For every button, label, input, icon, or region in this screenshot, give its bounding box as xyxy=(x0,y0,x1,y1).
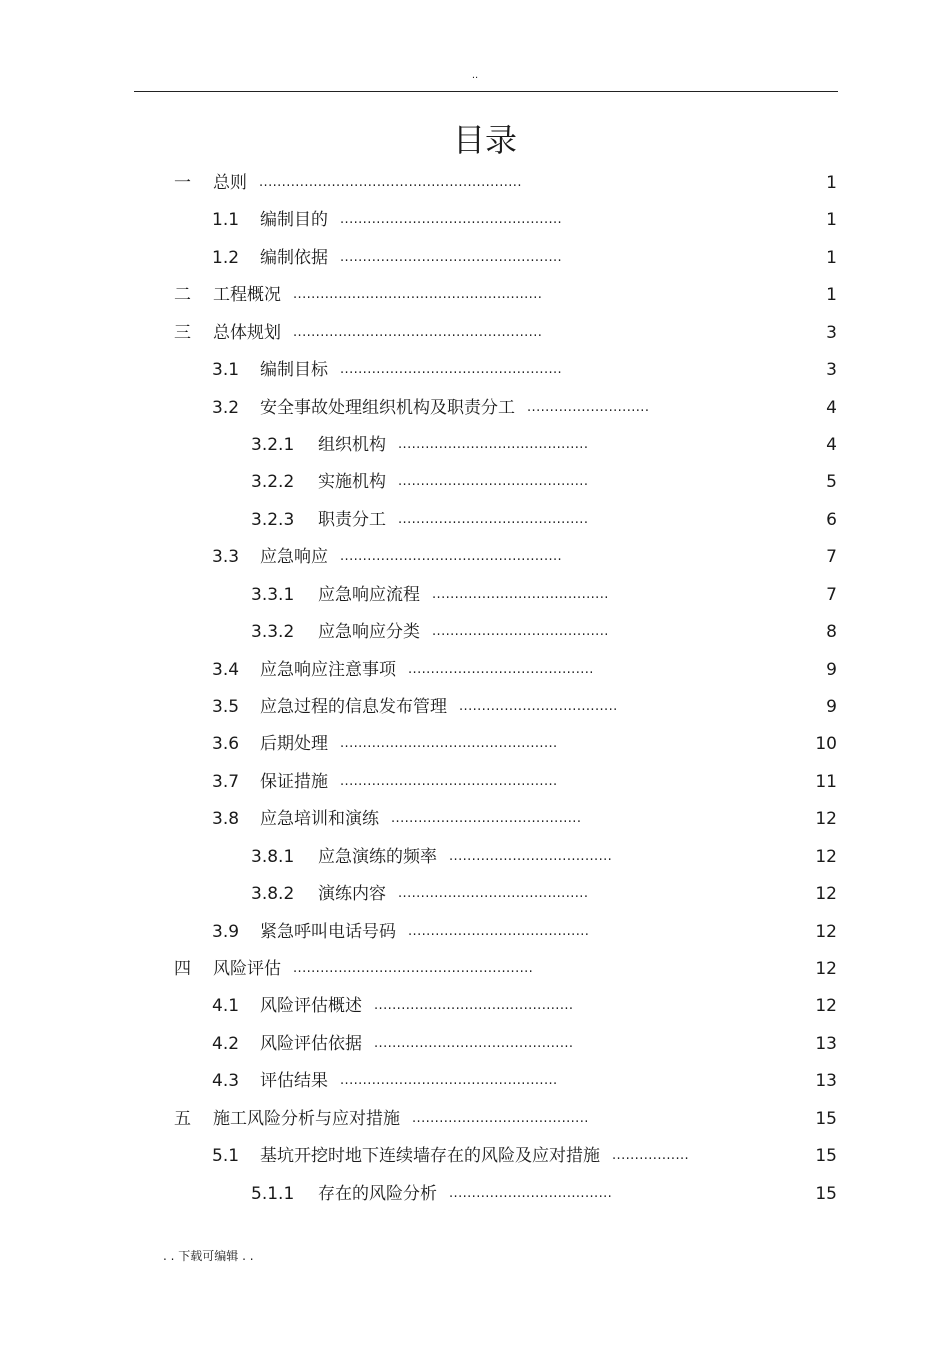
toc-entry[interactable] xyxy=(0,951,950,987)
toc-entry-page-number: 12 xyxy=(815,846,837,867)
toc-entry-title: 编制目的 xyxy=(260,210,328,231)
toc-entry-title: 风险评估 xyxy=(213,959,281,980)
toc-entry-title: 实施机构 xyxy=(318,472,386,493)
toc-entry-title: 保证措施 xyxy=(260,771,328,792)
toc-entry-page-number: 12 xyxy=(815,959,837,980)
toc-entry[interactable] xyxy=(0,1101,950,1137)
toc-entry-leader-dots: ....................................................... xyxy=(293,287,543,303)
toc-entry[interactable] xyxy=(0,165,950,201)
toc-entry-number: 二 xyxy=(174,285,191,306)
toc-entry-title: 基坑开挖时地下连续墙存在的风险及应对措施 xyxy=(260,1146,600,1167)
toc-entry-leader-dots: ........................................ xyxy=(408,923,590,939)
toc-entry-title: 应急过程的信息发布管理 xyxy=(260,697,447,718)
header-mark: .. xyxy=(471,70,479,81)
footer-text: . . 下载可编辑 . . xyxy=(163,1249,254,1263)
toc-entry[interactable] xyxy=(0,839,950,875)
toc-entry-title: 应急培训和演练 xyxy=(260,809,379,830)
toc-entry-title: 应急响应注意事项 xyxy=(260,659,396,680)
toc-entry-leader-dots: ................................................. xyxy=(340,249,563,265)
toc-entry-page-number: 1 xyxy=(826,285,837,306)
toc-entry-number: 一 xyxy=(174,173,191,193)
toc-entry-number: 3.2.2 xyxy=(251,472,295,493)
toc-entry-page-number: 7 xyxy=(826,547,837,568)
toc-entry-page-number: 1 xyxy=(826,247,837,268)
toc-entry-leader-dots: .................................... xyxy=(449,848,613,864)
toc-entry-page-number: 7 xyxy=(826,584,837,605)
toc-entry-page-number: 4 xyxy=(826,397,837,418)
toc-entry-page-number: 12 xyxy=(815,809,837,830)
toc-entry-page-number: 13 xyxy=(815,1071,837,1092)
toc-entry-title: 安全事故处理组织机构及职责分工 xyxy=(260,397,515,418)
toc-entry[interactable] xyxy=(0,726,950,762)
toc-entry-leader-dots: ....................................... xyxy=(412,1110,589,1126)
toc-entry-title: 风险评估依据 xyxy=(260,1033,362,1054)
toc-entry-number: 1.2 xyxy=(212,247,240,268)
toc-entry-page-number: 12 xyxy=(815,996,837,1017)
toc-entry[interactable] xyxy=(0,1138,950,1174)
toc-entry[interactable] xyxy=(0,577,950,613)
toc-entry-leader-dots: ........................... xyxy=(527,399,650,415)
toc-entry-number: 3.6 xyxy=(212,734,240,755)
toc-entry-title: 组织机构 xyxy=(318,435,386,455)
toc-entry-page-number: 1 xyxy=(826,173,837,193)
toc-entry[interactable] xyxy=(0,539,950,575)
toc-entry-leader-dots: ................................................. xyxy=(340,362,563,378)
toc-entry[interactable] xyxy=(0,315,950,351)
toc-entry[interactable] xyxy=(0,988,950,1024)
toc-entry-leader-dots: .......................................... xyxy=(398,437,589,452)
toc-entry[interactable] xyxy=(0,801,950,837)
toc-entry-leader-dots: ................................................. xyxy=(340,212,563,228)
toc-entry-number: 3.7 xyxy=(212,771,240,792)
toc-entry[interactable] xyxy=(0,352,950,388)
toc-entry-page-number: 13 xyxy=(815,1033,837,1054)
toc-entry-page-number: 1 xyxy=(826,210,837,231)
toc-entry-leader-dots: ............................................ xyxy=(374,1035,574,1051)
toc-entry[interactable] xyxy=(0,876,950,912)
toc-entry-title: 总则 xyxy=(213,173,247,193)
toc-entry-number: 4.1 xyxy=(212,996,240,1017)
toc-entry-leader-dots: ....................................... xyxy=(432,624,609,640)
toc-entry[interactable] xyxy=(0,277,950,313)
toc-entry-leader-dots: .......................................... xyxy=(398,511,589,527)
toc-entry-page-number: 9 xyxy=(826,697,837,718)
toc-entry[interactable] xyxy=(0,240,950,276)
toc-entry[interactable] xyxy=(0,464,950,500)
toc-title: 目录 xyxy=(452,121,517,159)
toc-entry-page-number: 12 xyxy=(815,921,837,942)
toc-entry-title: 编制目标 xyxy=(260,360,328,381)
toc-entry-title: 工程概况 xyxy=(213,285,281,306)
toc-entry-number: 4.3 xyxy=(212,1071,240,1092)
toc-entry-leader-dots: .......................................... xyxy=(398,886,589,902)
toc-entry-leader-dots: ................. xyxy=(612,1148,690,1164)
toc-entry[interactable] xyxy=(0,202,950,238)
toc-entry-number: 3.8.2 xyxy=(251,884,295,905)
toc-entry-page-number: 9 xyxy=(826,659,837,680)
toc-entry[interactable] xyxy=(0,614,950,650)
toc-entry-page-number: 8 xyxy=(826,622,837,643)
toc-entry-leader-dots: ................................................ xyxy=(340,773,558,789)
toc-entry-title: 紧急呼叫电话号码 xyxy=(260,921,396,942)
toc-entry-leader-dots: ..................................................... xyxy=(293,961,534,977)
toc-entry-number: 3.2.3 xyxy=(251,509,295,530)
toc-entry-number: 3.3 xyxy=(212,547,240,568)
toc-entry-title: 职责分工 xyxy=(318,509,386,530)
toc-entry[interactable] xyxy=(0,764,950,800)
toc-entry-number: 3.5 xyxy=(212,697,240,718)
toc-entry-title: 应急演练的频率 xyxy=(318,846,437,867)
toc-entry-title: 演练内容 xyxy=(318,884,386,905)
toc-entry-title: 存在的风险分析 xyxy=(318,1183,437,1204)
toc-entry-number: 1.1 xyxy=(212,210,240,231)
toc-entry-leader-dots: .......................................... xyxy=(398,474,589,490)
toc-entry-number: 4.2 xyxy=(212,1033,240,1054)
toc-entry-title: 应急响应 xyxy=(260,547,328,568)
toc-entry-title: 应急响应分类 xyxy=(318,622,420,643)
toc-entry-number: 5.1 xyxy=(212,1146,240,1167)
toc-entry-leader-dots: .................................... xyxy=(449,1185,613,1201)
toc-entry[interactable] xyxy=(0,914,950,950)
toc-entry-title: 后期处理 xyxy=(260,734,328,755)
toc-entry-number: 三 xyxy=(174,322,191,343)
toc-entry[interactable] xyxy=(0,652,950,688)
toc-entry-number: 五 xyxy=(174,1108,191,1129)
toc-entry-page-number: 4 xyxy=(826,435,837,455)
toc-entry-leader-dots: ................................................. xyxy=(340,549,563,565)
toc-entry-page-number: 3 xyxy=(826,360,837,381)
toc-entry-page-number: 5 xyxy=(826,472,837,493)
toc-entry-number: 四 xyxy=(174,959,191,980)
toc-entry[interactable] xyxy=(0,427,950,463)
toc-entry-page-number: 3 xyxy=(826,322,837,343)
toc-entry-page-number: 15 xyxy=(815,1183,837,1204)
toc-entry-title: 编制依据 xyxy=(260,247,328,268)
toc-entry-leader-dots: ....................................... xyxy=(432,586,609,602)
toc-entry[interactable] xyxy=(0,1063,950,1099)
toc-entry-page-number: 15 xyxy=(815,1146,837,1167)
toc-entry-title: 评估结果 xyxy=(260,1071,328,1092)
toc-entry-leader-dots: .......................................... xyxy=(391,811,582,827)
toc-entry-leader-dots: ................................... xyxy=(459,699,618,715)
toc-entry[interactable] xyxy=(0,689,950,725)
toc-entry-title: 应急响应流程 xyxy=(318,584,420,605)
toc-entry-number: 5.1.1 xyxy=(251,1183,295,1204)
toc-entry-leader-dots: ....................................................... xyxy=(293,324,543,340)
header-rule xyxy=(134,91,838,92)
toc-entry-number: 3.1 xyxy=(212,360,240,381)
toc-entry-number: 3.9 xyxy=(212,921,240,942)
toc-entry-page-number: 12 xyxy=(815,884,837,905)
toc-entry-leader-dots: .......................................................... xyxy=(259,175,522,190)
toc-entry-number: 3.8 xyxy=(212,809,240,830)
toc-entry-leader-dots: ............................................ xyxy=(374,998,574,1014)
toc-entry[interactable] xyxy=(0,1026,950,1062)
toc-entry[interactable] xyxy=(0,390,950,426)
toc-entry-leader-dots: ......................................... xyxy=(408,661,594,677)
toc-entry-page-number: 11 xyxy=(815,771,837,792)
toc-entry-number: 3.3.2 xyxy=(251,622,295,643)
toc-entry-number: 3.4 xyxy=(212,659,240,680)
toc-entry-title: 施工风险分析与应对措施 xyxy=(213,1108,400,1129)
toc-entry-title: 总体规划 xyxy=(213,322,281,343)
toc-entry-page-number: 10 xyxy=(815,734,837,755)
toc-entry-leader-dots: ................................................ xyxy=(340,1073,558,1089)
toc-entry-number: 3.3.1 xyxy=(251,584,295,605)
toc-entry-number: 3.8.1 xyxy=(251,846,295,867)
toc-entry[interactable] xyxy=(0,1176,950,1212)
toc-entry[interactable] xyxy=(0,502,950,538)
toc-entry-title: 风险评估概述 xyxy=(260,996,362,1017)
toc-entry-number: 3.2 xyxy=(212,397,240,418)
toc-entry-page-number: 6 xyxy=(826,509,837,530)
toc-entry-number: 3.2.1 xyxy=(251,435,295,455)
toc-entry-page-number: 15 xyxy=(815,1108,837,1129)
toc-entry-leader-dots: ................................................ xyxy=(340,736,558,752)
